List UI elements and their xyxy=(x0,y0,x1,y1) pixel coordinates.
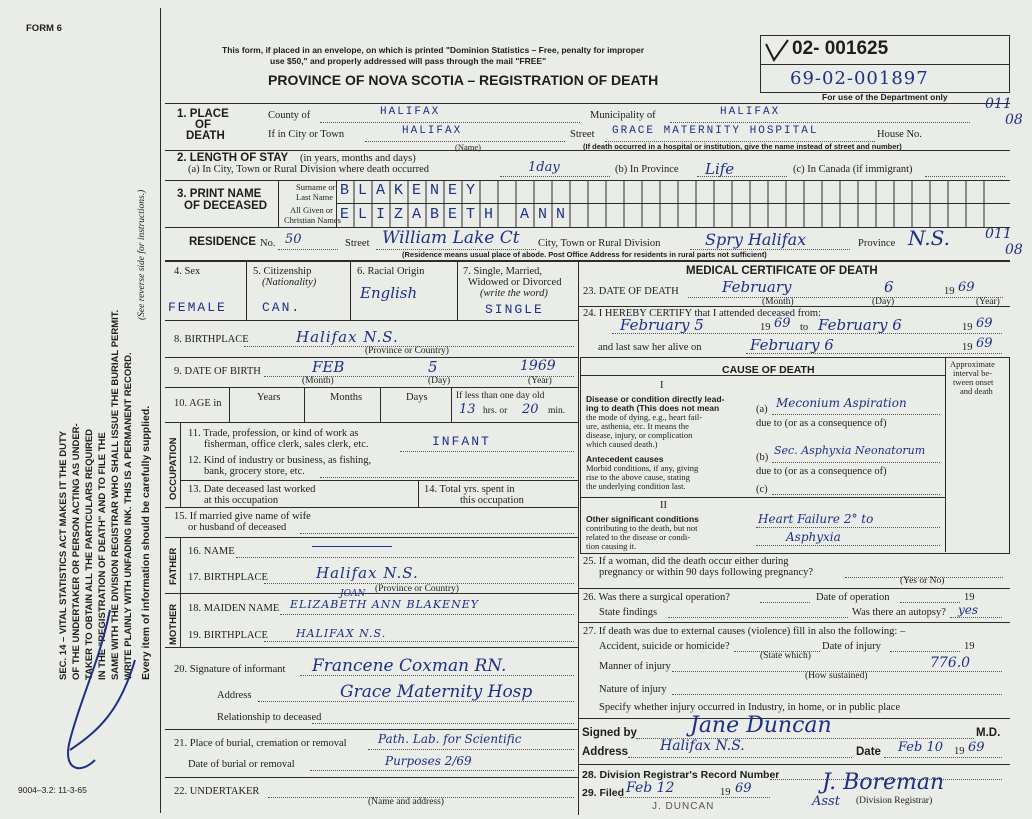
q14-label-b: this occupation xyxy=(460,495,524,506)
death-year-sub: (Year) xyxy=(976,297,1000,307)
institution-note: (If death occurred in a hospital or institution, give the name instead of street and number) xyxy=(583,142,902,151)
name-label-1: 3. PRINT NAME xyxy=(177,188,262,200)
sex-value[interactable]: FEMALE xyxy=(168,300,227,315)
q25-label-b: pregnancy or within 90 days following pregnancy? xyxy=(599,567,814,578)
due-to-label-2: due to (or as a consequence of) xyxy=(756,466,887,477)
informant-address-value[interactable]: Grace Maternity Hosp xyxy=(340,682,533,702)
dob-month-sub: (Month) xyxy=(302,376,334,386)
cert-date-century: 19 xyxy=(954,746,965,757)
marital-label-3: (write the word) xyxy=(480,288,548,299)
attend-to-value[interactable]: February 6 xyxy=(818,316,902,334)
given-label-1: All Given or xyxy=(290,205,333,215)
physician-address-value[interactable]: Halifax N.S. xyxy=(660,738,745,754)
medical-title: MEDICAL CERTIFICATE OF DEATH xyxy=(686,265,878,277)
q13-label-b: at this occupation xyxy=(204,495,279,506)
q13-label: 13. Date deceased last worked xyxy=(188,484,316,495)
age-years-label: Years xyxy=(257,392,281,403)
dept-code-3: 011 xyxy=(985,226,1012,242)
registration-number: 02- 001625 xyxy=(792,38,889,59)
attend-to-label: to xyxy=(800,322,809,333)
dob-day-value[interactable]: 5 xyxy=(428,358,438,376)
stamp-text: J. DUNCAN xyxy=(652,801,715,812)
interval-label-1: Approximate xyxy=(950,359,995,369)
age-minutes-value[interactable]: 20 xyxy=(522,402,539,417)
attend-to-century: 19 xyxy=(962,322,973,333)
surname-label-2: Last Name xyxy=(296,192,334,202)
place-label-2: OF xyxy=(195,119,211,131)
other-cause-value-1[interactable]: Heart Failure 2° to xyxy=(758,512,874,526)
mother-birthplace-value[interactable]: HALIFAX N.S. xyxy=(296,627,387,640)
q26-label: 26. Was there a surgical operation? xyxy=(583,592,730,603)
county-value[interactable]: HALIFAX xyxy=(380,106,441,118)
sidebar-pen-mark xyxy=(40,600,140,800)
q15-label: 15. If married give name of wife xyxy=(174,511,311,522)
birthplace-label: 8. BIRTHPLACE xyxy=(174,334,249,345)
marital-label-2: Widowed or Divorced xyxy=(468,277,562,288)
center-divider xyxy=(578,260,579,815)
street-label: Street xyxy=(570,129,595,140)
signed-by-value[interactable]: Jane Duncan xyxy=(690,713,832,738)
autopsy-label: Was there an autopsy? xyxy=(852,607,946,618)
given-label-2: Christian Names xyxy=(284,215,341,225)
sidebar-divider xyxy=(160,8,161,813)
father-side-label: FATHER xyxy=(168,547,179,585)
registrar-signature[interactable]: J. Boreman xyxy=(822,770,945,795)
other-conditions-label-4: tion causing it. xyxy=(586,541,637,551)
stay-a-label: (a) In City, Town or Rural Division where death occurred xyxy=(188,164,429,175)
interval-label-4: and death xyxy=(960,386,993,396)
informant-signature[interactable]: Francene Coxman RN. xyxy=(312,656,507,676)
death-day-sub: (Day) xyxy=(872,297,895,307)
citizenship-value[interactable]: CAN. xyxy=(262,300,302,315)
residence-division-value[interactable]: Spry Halifax xyxy=(705,230,807,249)
cert-date-year[interactable]: 69 xyxy=(968,740,985,755)
last-saw-year[interactable]: 69 xyxy=(976,336,993,351)
form-title: PROVINCE OF NOVA SCOTIA – REGISTRATION OF DEATH xyxy=(268,72,659,88)
dob-day-sub: (Day) xyxy=(428,376,451,386)
birthplace-value[interactable]: Halifax N.S. xyxy=(296,328,399,346)
department-note: For use of the Department only xyxy=(822,92,948,102)
q27-label: 27. If death was due to external causes (violence) fill in also the following: – xyxy=(583,626,906,637)
envelope-note-2: use $50," and properly addressed will pass through the mail "FREE" xyxy=(270,56,547,66)
hours-label: hrs. or xyxy=(483,406,508,416)
sidebar-reverse-note: (See reverse side for instructions.) xyxy=(137,189,147,320)
nature-label: Nature of injury xyxy=(599,684,667,695)
residence-no-label: No. xyxy=(260,238,276,249)
racial-label: 6. Racial Origin xyxy=(357,266,425,277)
other-cause-value-2[interactable]: Asphyxia xyxy=(786,530,841,544)
direct-cause-label-4: ure, asthenia, etc. It means the xyxy=(586,421,689,431)
attend-from-year[interactable]: 69 xyxy=(774,316,791,331)
death-year-value[interactable]: 69 xyxy=(958,280,975,295)
cause-c-label: (c) xyxy=(756,484,768,495)
surname-label-1: Surname or xyxy=(296,182,336,192)
check-mark-icon xyxy=(762,36,792,64)
burial-date-value[interactable]: Purposes 2/69 xyxy=(385,754,472,768)
father-birthplace-sub: (Province or Country) xyxy=(375,584,459,594)
street-value[interactable]: GRACE MATERNITY HOSPITAL xyxy=(612,125,819,137)
death-month-sub: (Month) xyxy=(762,297,794,307)
registrar-asst: Asst xyxy=(812,794,840,809)
direct-cause-label-3: the mode of dying, e.g., heart fail- xyxy=(586,412,703,422)
q21-label: 21. Place of burial, cremation or removal xyxy=(174,738,347,749)
residence-no-value[interactable]: 50 xyxy=(285,232,302,247)
last-saw-value[interactable]: February 6 xyxy=(750,336,834,354)
name-label-2: OF DECEASED xyxy=(184,200,268,212)
occupation-side-label: OCCUPATION xyxy=(168,437,179,500)
residence-province-label: Province xyxy=(858,238,896,249)
father-birthplace-value[interactable]: Halifax N.S. xyxy=(316,564,419,582)
citizenship-sub: (Nationality) xyxy=(262,277,317,288)
interval-label-2: interval be- xyxy=(953,368,992,378)
direct-cause-label-1: Disease or condition directly lead- xyxy=(586,394,725,404)
age-hours-value[interactable]: 13 xyxy=(459,402,476,417)
physician-address-label: Address xyxy=(582,746,629,758)
antecedent-label-1: Antecedent causes xyxy=(586,454,664,464)
manner-label: Manner of injury xyxy=(599,661,671,672)
last-saw-century: 19 xyxy=(962,342,973,353)
cert-date-value[interactable]: Feb 10 xyxy=(898,740,943,755)
minutes-label: min. xyxy=(548,406,566,416)
municipality-label: Municipality of xyxy=(590,110,656,121)
last-saw-label: and last saw her alive on xyxy=(598,342,702,353)
q28-label: 28. Division Registrar's Record Number xyxy=(582,769,780,781)
direct-cause-label-2: ing to death (This does not mean xyxy=(586,403,720,413)
relationship-label: Relationship to deceased xyxy=(217,712,322,723)
form-number: FORM 6 xyxy=(26,23,62,34)
trade-value[interactable]: INFANT xyxy=(432,434,491,449)
maiden-name-value[interactable]: ELIZABETH ANN BLAKENEY xyxy=(290,598,479,611)
death-month-value[interactable]: February xyxy=(722,278,792,296)
q23-label: 23. DATE OF DEATH xyxy=(583,286,679,297)
yes-no-sub: (Yes or No) xyxy=(900,576,945,586)
q11-label: 11. Trade, profession, or kind of work as xyxy=(188,428,359,439)
antecedent-label-3: rise to the above cause, stating xyxy=(586,472,690,482)
operation-date-label: Date of operation xyxy=(816,592,890,603)
stay-b-value[interactable]: Life xyxy=(705,160,735,178)
dob-month-value[interactable]: FEB xyxy=(312,358,345,376)
dept-code-4: 08 xyxy=(1005,242,1023,258)
q16-label: 16. NAME xyxy=(188,546,235,557)
other-conditions-label-1: Other significant conditions xyxy=(586,514,699,524)
part-1-label: I xyxy=(660,380,664,391)
sidebar-every-item-note: Every item of information should be carefully supplied. xyxy=(140,405,152,680)
q12-label-b: bank, grocery store, etc. xyxy=(204,466,305,477)
filed-date-value[interactable]: Feb 12 xyxy=(626,780,675,796)
attend-to-year[interactable]: 69 xyxy=(976,316,993,331)
mother-side-label: MOTHER xyxy=(168,603,179,645)
q19-label: 19. BIRTHPLACE xyxy=(188,630,268,641)
less-than-day-label: If less than one day old xyxy=(456,391,545,401)
house-label: House No. xyxy=(877,129,922,140)
manner-code-value[interactable]: 776.0 xyxy=(930,655,971,671)
q17-label: 17. BIRTHPLACE xyxy=(188,572,268,583)
accident-label: Accident, suicide or homicide? xyxy=(599,641,730,652)
dob-label: 9. DATE OF BIRTH xyxy=(174,366,261,377)
dept-code-2: 08 xyxy=(1005,112,1023,128)
signed-by-label: Signed by xyxy=(582,727,637,739)
registration-number-handwritten: 69-02-001897 xyxy=(790,68,929,89)
stay-label: 2. LENGTH OF STAY xyxy=(177,152,289,164)
how-sustained-sub: (How sustained) xyxy=(805,671,868,681)
industry-label: Specify whether injury occurred in Industry, in home, or in public place xyxy=(599,702,901,713)
marital-value[interactable]: SINGLE xyxy=(485,302,544,317)
filed-century: 19 xyxy=(720,787,731,798)
stay-c-label: (c) In Canada (if immigrant) xyxy=(793,164,913,175)
residence-street-label: Street xyxy=(345,238,370,249)
city-value[interactable]: HALIFAX xyxy=(402,125,463,137)
death-day-value[interactable]: 6 xyxy=(884,278,894,296)
residence-province-value[interactable]: N.S. xyxy=(908,226,950,250)
q14-label: 14. Total yrs. spent in xyxy=(424,484,515,495)
dob-year-sub: (Year) xyxy=(528,376,552,386)
due-to-label-1: due to (or as a consequence of) xyxy=(756,418,887,429)
q12-label: 12. Kind of industry or business, as fishing, xyxy=(188,455,372,466)
cause-title: CAUSE OF DEATH xyxy=(722,364,815,376)
q25-label: 25. If a woman, did the death occur either during xyxy=(583,556,789,567)
citizenship-label: 5. Citizenship xyxy=(253,266,312,277)
filed-year-value[interactable]: 69 xyxy=(735,781,752,796)
age-months-label: Months xyxy=(330,392,363,403)
sex-label: 4. Sex xyxy=(174,266,201,277)
q24-label: 24. I HEREBY CERTIFY that I attended deceased from: xyxy=(583,308,821,319)
q15-label-b: or husband of deceased xyxy=(188,522,287,533)
antecedent-label-2: Morbid conditions, if any, giving xyxy=(586,463,699,473)
injury-date-label: Date of injury xyxy=(822,641,881,652)
stay-b-label: (b) In Province xyxy=(615,164,679,175)
racial-value[interactable]: English xyxy=(360,284,418,302)
birthplace-sub: (Province or Country) xyxy=(365,346,449,356)
operation-century: 19 xyxy=(964,592,975,603)
cert-date-label: Date xyxy=(856,746,881,758)
other-conditions-label-2: contributing to the death, but not xyxy=(586,523,698,533)
dob-year-value[interactable]: 1969 xyxy=(520,358,556,374)
envelope-note-1: This form, if placed in an envelope, on which is printed "Dominion Statistics – Free, penalty for improper xyxy=(222,45,645,55)
age-days-label: Days xyxy=(406,392,428,403)
county-label: County of xyxy=(268,110,311,121)
direct-cause-label-5: disease, injury, or complication xyxy=(586,430,693,440)
burial-place-value[interactable]: Path. Lab. for Scientific xyxy=(378,732,522,746)
stay-label-sub: (in years, months and days) xyxy=(300,153,416,164)
findings-label: State findings xyxy=(599,607,658,618)
municipality-value[interactable]: HALIFAX xyxy=(720,106,781,118)
other-conditions-label-3: related to the disease or condi- xyxy=(586,532,691,542)
state-which-sub: (State which) xyxy=(760,651,811,661)
given-names-value[interactable]: ELIZABETH ANN xyxy=(340,206,575,223)
cause-a-label: (a) xyxy=(756,404,768,415)
q11-label-b: fisherman, office clerk, sales clerk, etc. xyxy=(204,439,369,450)
part-2-label: II xyxy=(660,500,667,511)
undertaker-sub: (Name and address) xyxy=(368,797,444,807)
reg-box-divider xyxy=(760,64,1009,65)
stay-a-value[interactable]: 1day xyxy=(528,160,560,175)
q18-label: 18. MAIDEN NAME xyxy=(188,603,280,614)
autopsy-value[interactable]: yes xyxy=(958,603,979,617)
death-century: 19 xyxy=(944,286,955,297)
q22-label: 22. UNDERTAKER xyxy=(174,786,260,797)
registrar-sub: (Division Registrar) xyxy=(856,796,933,806)
residence-label: RESIDENCE xyxy=(189,236,257,248)
city-label: If in City or Town xyxy=(268,129,345,140)
interval-label-3: tween onset xyxy=(953,377,994,387)
informant-address-label: Address xyxy=(217,690,252,701)
cause-b-value[interactable]: Sec. Asphyxia Neonatorum xyxy=(774,444,926,457)
father-name-dash xyxy=(312,546,392,547)
city-sub: (Name) xyxy=(455,142,481,152)
residence-note: (Residence means usual place of abode. Post Office Address for residents in rural parts not sufficient) xyxy=(402,250,767,259)
marital-label-1: 7. Single, Married, xyxy=(463,266,543,277)
cause-b-label: (b) xyxy=(756,452,769,463)
antecedent-label-4: the underlying condition last. xyxy=(586,481,686,491)
q20-label: 20. Signature of informant xyxy=(174,664,286,675)
print-code: 9004–3.2: 11-3-65 xyxy=(18,785,87,795)
attend-from-value[interactable]: February 5 xyxy=(620,316,704,334)
residence-street-value[interactable]: William Lake Ct xyxy=(382,228,520,248)
dept-code-1: 011 xyxy=(985,96,1012,112)
place-label-3: DEATH xyxy=(186,130,225,142)
direct-cause-label-6: which caused death.) xyxy=(586,439,658,449)
attend-from-century: 19 xyxy=(760,322,771,333)
injury-century: 19 xyxy=(964,641,975,652)
q29-label: 29. Filed xyxy=(582,787,625,799)
burial-date-label: Date of burial or removal xyxy=(188,759,295,770)
md-label: M.D. xyxy=(976,727,1001,739)
place-label-1: 1. PLACE xyxy=(177,108,229,120)
residence-division-label: City, Town or Rural Division xyxy=(538,238,661,249)
surname-value[interactable]: BLAKENEY xyxy=(340,182,485,199)
cause-a-value[interactable]: Meconium Aspiration xyxy=(776,396,907,410)
age-label: 10. AGE in xyxy=(174,398,222,409)
maiden-name-insert: JOAN xyxy=(340,589,366,599)
